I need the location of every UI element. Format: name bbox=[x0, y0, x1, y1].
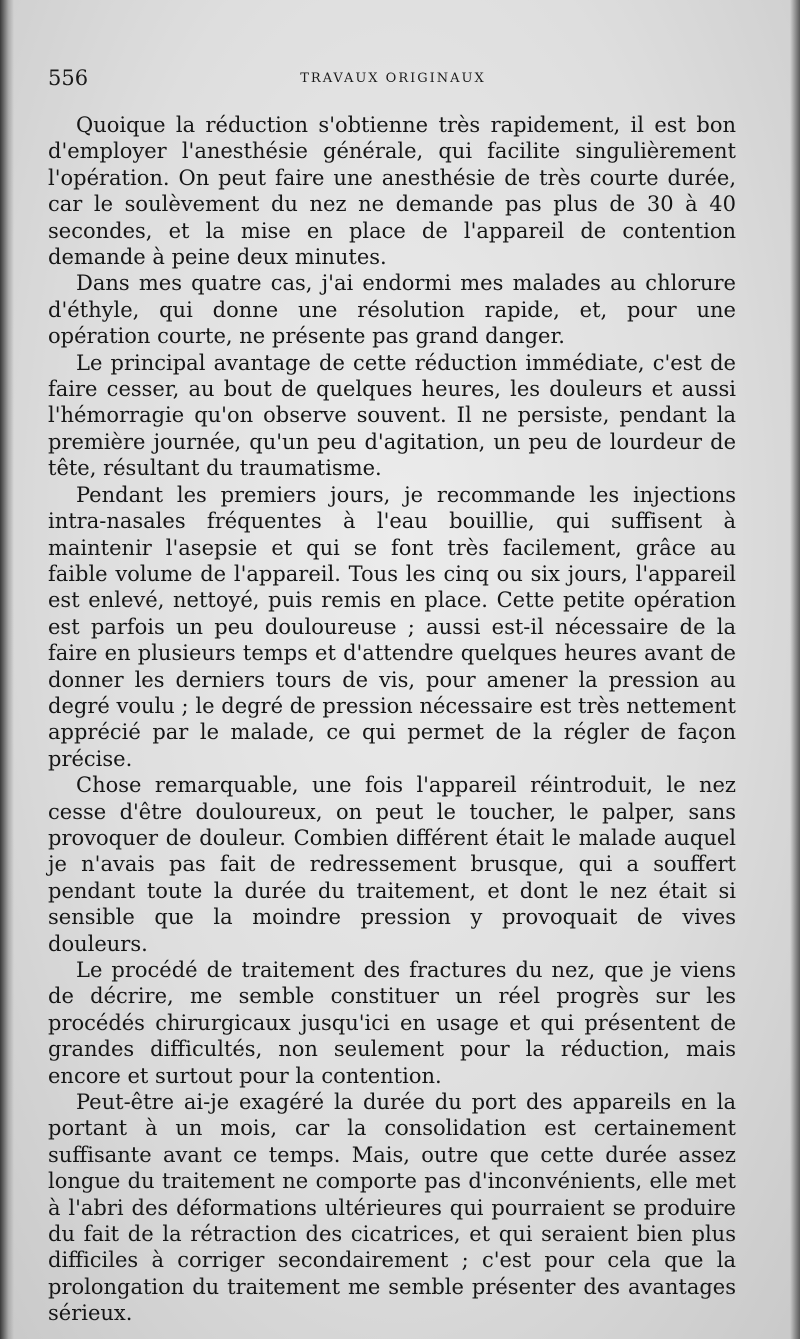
paragraph-first-days: Pendant les premiers jours, je recommande les injections intra-nasales fréquentes à l'eau bouillie, qui suffisent à maintenir l'asepsie et qui se font très facilement, grâce au faible volume de l'appareil. Tous les cinq ou six jours, l'appareil est enlevé, nettoyé, puis remis en place. Cette petite opération est parfois un peu douloureuse ; aussi est-il nécessaire de la faire en plusieurs temps et d'attendre quelques heures avant de donner les derniers tours de vis, pour amener la pression au degré voulu ; le degré de pression nécessaire est très nettement apprécié par le malade, ce qui permet de la régler de façon précise. bbox=[48, 482, 736, 771]
page-edge-shadow-right bbox=[790, 0, 800, 1339]
paragraph-treatment-duration: Peut-être ai-je exagéré la durée du port des appareils en la portant à un mois, car la consolidation est certainement suffisante avant ce temps. Mais, outre que cette durée assez longue du traitement ne comporte pas d'inconvénients, elle met à l'abri des déformations ultérieures qui pourraient se produire du fait de la rétraction des cicatrices, et qui seraient bien plus difficiles à corriger secondairement ; c'est pour cela que la prolongation du traitement me semble présenter des avantages sérieux. bbox=[48, 1090, 736, 1326]
body-text bbox=[48, 112, 736, 1327]
running-head: TRAVAUX ORIGINAUX bbox=[300, 71, 486, 86]
page-edge-shadow-left bbox=[0, 0, 14, 1339]
paragraph-main-advantage: Le principal avantage de cette réduction immédiate, c'est de faire cesser, au bout de quelques heures, les douleurs et aussi l'hémorragie qu'on observe souvent. Il ne persiste, pendant la première journée, qu'un peu d'agitation, un peu de lourdeur de tête, résultant du traumatisme. bbox=[48, 350, 736, 481]
paragraph-anesthesia: Quoique la réduction s'obtienne très rapidement, il est bon d'employer l'anesthésie générale, qui facilite singulièrement l'opération. On peut faire une anesthésie de très courte durée, car le soulèvement du nez ne demande pas plus de 30 à 40 secondes, et la mise en place de l'appareil de contention demande à peine deux minutes. bbox=[48, 113, 736, 270]
paragraph-procedure-progress: Le procédé de traitement des fractures du nez, que je viens de décrire, me semble constituer un réel progrès sur les procédés chirurgicaux jusqu'ici en usage et qui présentent de grandes difficultés, non seulement pour la réduction, mais encore et surtout pour la contention. bbox=[48, 958, 736, 1088]
page-number: 556 bbox=[48, 66, 89, 90]
paragraph-remarkable-thing: Chose remarquable, une fois l'appareil réintroduit, le nez cesse d'être douloureux, on peut le toucher, le palper, sans provoquer de douleur. Combien différent était le malade auquel je n'avais pas fait de redressement brusque, qui a souffert pendant toute la durée du traitement, et dont le nez était si sensible que la moindre pression y provoquait de vives douleurs. bbox=[48, 773, 736, 956]
page-header bbox=[48, 66, 738, 96]
paragraph-ethyl-chloride: Dans mes quatre cas, j'ai endormi mes malades au chlorure d'éthyle, qui donne une résolution rapide, et, pour une opération courte, ne présente pas grand danger. bbox=[48, 271, 736, 349]
